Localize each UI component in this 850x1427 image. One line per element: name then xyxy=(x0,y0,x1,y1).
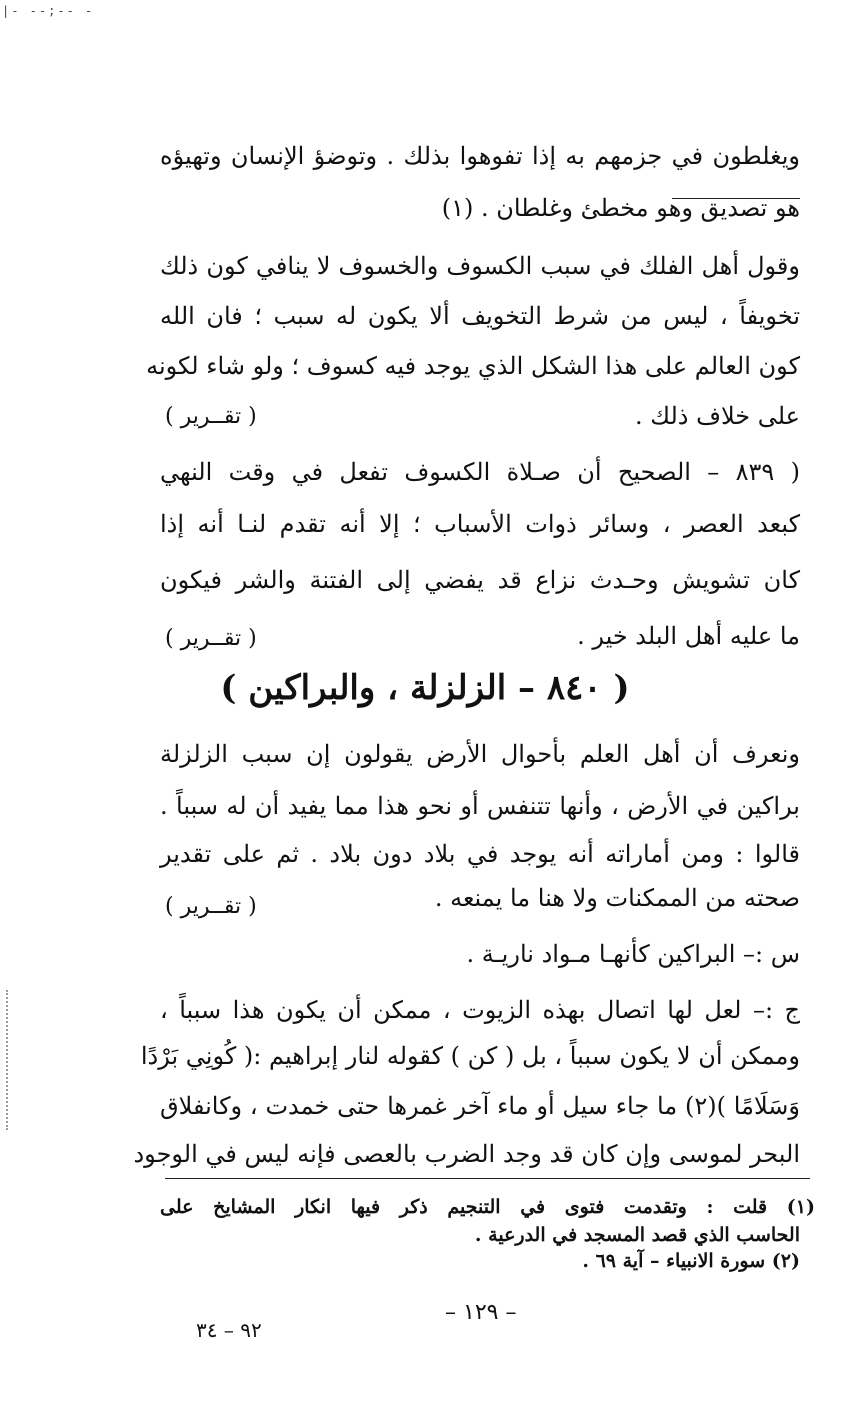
footnote-2: (٢) سورة الانبياء – آية ٦٩ . xyxy=(582,1250,800,1272)
para2-line4: على خلاف ذلك . xyxy=(634,402,800,430)
para4-line4: صحته من الممكنات ولا هنا ما يمنعه . xyxy=(434,884,800,912)
question-line: س :– البراكين كأنهـا مـواد ناريـة . xyxy=(466,940,800,968)
footnote-1-line1: (١) قلت : وتقدمت فتوى في التنجيم ذكر فيها انكار المشايخ على xyxy=(160,1196,815,1218)
page-code: ٩٢ – ٣٤ xyxy=(196,1318,262,1342)
margin-mark: |‑ ‑‑;‑‑ ‑ xyxy=(2,4,95,18)
para4-line3: قالوا : ومن أماراته أنه يوجد في بلاد دون بلاد . ثم على تقدير xyxy=(160,840,800,868)
para3-line2: كبعد العصر ، وسائر ذوات الأسباب ؛ إلا أنه تقدم لنـا أنه إذا xyxy=(160,510,800,538)
para2-taqrir-marker: ( تقــرير ) xyxy=(165,404,257,429)
para4-line1: ونعرف أن أهل العلم بأحوال الأرض يقولون إن سبب الزلزلة xyxy=(160,740,800,768)
answer-line4: البحر لموسى وإن كان قد وجد الضرب بالعصى فإنه ليس في الوجود xyxy=(133,1140,800,1168)
answer-line3: وَسَلَامًا )(٢) ما جاء سيل أو ماء آخر غمرها حتى خمدت ، وكانفلاق xyxy=(160,1092,800,1120)
answer-line1: ج :– لعل لها اتصال بهذه الزيوت ، ممكن أن يكون هذا سبباً ، xyxy=(160,996,800,1024)
para4-line2: براكين في الأرض ، وأنها تتنفس أو نحو هذا مما يفيد أن له سبباً . xyxy=(160,792,800,820)
section-heading: ( ٨٤٠ – الزلزلة ، والبراكين ) xyxy=(220,668,630,708)
para4-taqrir-marker: ( تقــرير ) xyxy=(165,894,257,919)
para3-taqrir-marker: ( تقــرير ) xyxy=(165,626,257,651)
answer-line2: وممكن أن لا يكون سبباً ، بل ( كن ) كقوله لنار إبراهيم :( كُونِي بَرْدًا xyxy=(140,1042,800,1070)
para3-line4: ما عليه أهل البلد خير . xyxy=(577,622,800,650)
scan-edge-dots xyxy=(6,990,10,1130)
page-number: – ١٢٩ – xyxy=(445,1300,517,1325)
para2-line3: كون العالم على هذا الشكل الذي يوجد فيه كسوف ؛ ولو شاء لكونه xyxy=(146,352,800,380)
para3-line3: كان تشويش وحـدث نزاع قد يفضي إلى الفتنة والشر فيكون xyxy=(160,566,800,594)
para2-line2: تخويفاً ، ليس من شرط التخويف ألا يكون له سبب ؛ فان الله xyxy=(160,302,800,330)
para1-line2: هو تصديق وهو مخطئ وغلطان . (١) xyxy=(441,194,800,222)
footnote-1-line2: الحاسب الذي قصد المسجد في الدرعية . xyxy=(474,1224,800,1246)
para1-line1: ويغلطون في جزمهم به إذا تفوهوا بذلك . وتوضؤ الإنسان وتهيؤه xyxy=(160,142,800,170)
para2-line1: وقول أهل الفلك في سبب الكسوف والخسوف لا ينافي كون ذلك xyxy=(160,252,800,280)
footnote-rule xyxy=(165,1178,810,1179)
para3-line1: ( ٨٣٩ – الصحيح أن صـلاة الكسوف تفعل في وقت النهي xyxy=(160,458,800,486)
